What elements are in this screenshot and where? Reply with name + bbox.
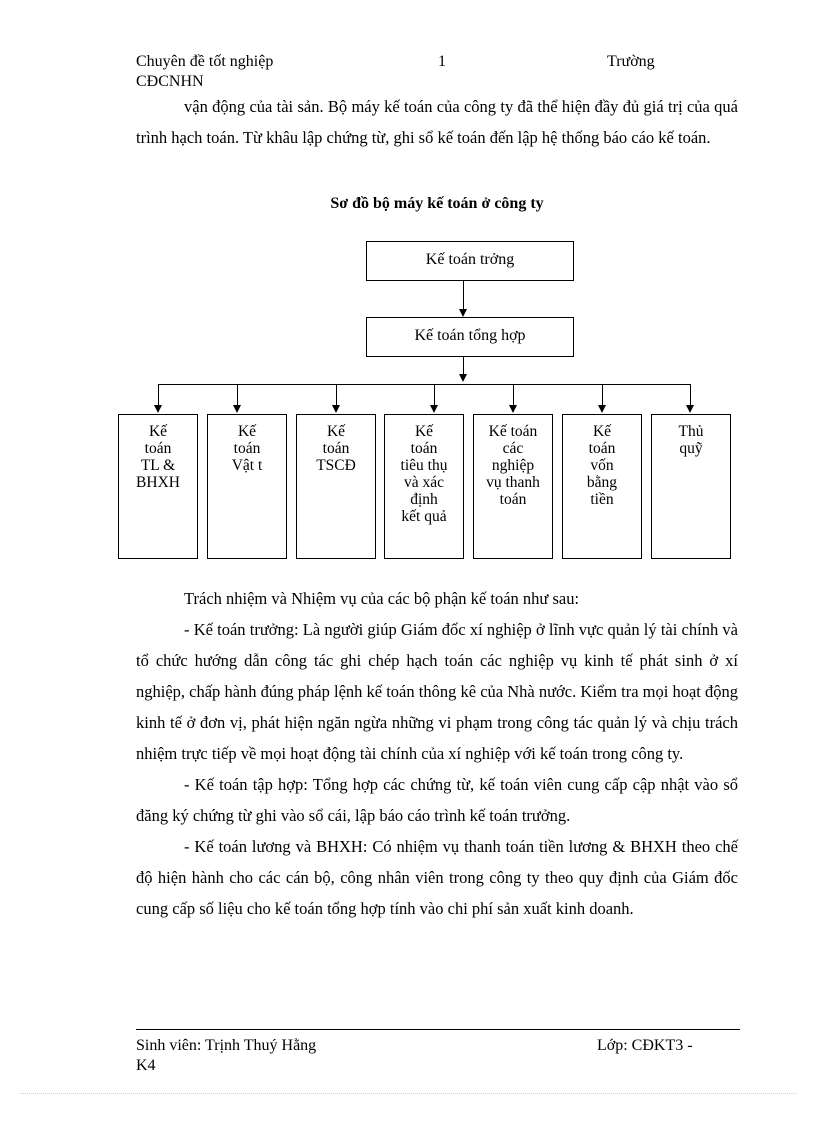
- body-paragraph: - Kế toán trưởng: Là người giúp Giám đốc xí nghiệp ở lĩnh vực quản lý tài chính và tổ chức hướng dẫn công tác ghi chép hạch toán các nghiệp vụ kinh tế phát sinh ở xí nghiệp, chấp hành đúng pháp lệnh kế toán thông kê của Nhà nước. Kiểm tra mọi hoạt động kinh tế ở đơn vị, phát hiện ngăn ngừa những vi phạm trong công tác quản lý và chịu trách nhiệm trực tiếp về mọi hoạt động tài chính của xí nghiệp với kế toán trong công ty.: [136, 620, 738, 763]
- dept-box-sales: Kế toán tiêu thụ và xác định kết quả: [384, 414, 464, 559]
- chief-accountant-box: Kế toán trởng: [366, 241, 574, 281]
- connector-line: [336, 384, 337, 407]
- header-right: Trường: [607, 53, 655, 70]
- footer-line2: K4: [136, 1057, 156, 1074]
- dept-box-fixed-assets: Kế toán TSCĐ: [296, 414, 376, 559]
- body-paragraph: - Kế toán lương và BHXH: Có nhiệm vụ thanh toán tiền lương & BHXH theo chế độ hiện hành cho các cán bộ, công nhân viên trong công ty theo quy định của Giám đốc cung cấp số liệu cho kế toán tổng hợp tính vào chi phí sản xuất kinh doanh.: [136, 837, 738, 918]
- page-number: 1: [438, 53, 446, 70]
- intro-text: vận động của tài sản. Bộ máy kế toán của công ty đã thể hiện đầy đủ giá trị của quá trình hạch toán. Từ khâu lập chứng từ, ghi sổ kế toán đến lập hệ thống báo cáo kế toán.: [136, 97, 738, 147]
- footer-rule: [136, 1029, 740, 1030]
- arrow-head: [430, 405, 438, 413]
- connector-line: [434, 384, 435, 407]
- header-line2: CĐCNHN: [136, 73, 204, 90]
- dept-box-payroll: Kế toán TL & BHXH: [118, 414, 198, 559]
- dept-box-treasurer: Thủ quỹ: [651, 414, 731, 559]
- footer-right: Lớp: CĐKT3 -: [597, 1037, 693, 1054]
- intro-paragraph: [136, 91, 738, 153]
- arrow-head: [686, 405, 694, 413]
- connector-line: [158, 384, 159, 407]
- arrow-head: [459, 309, 467, 317]
- dept-box-materials: Kế toán Vật t: [207, 414, 287, 559]
- body-section: [136, 583, 738, 924]
- page-edge-dots: [20, 1093, 796, 1094]
- arrow-head: [332, 405, 340, 413]
- arrow-head: [459, 374, 467, 382]
- connector-line: [513, 384, 514, 407]
- body-paragraph: - Kế toán tập hợp: Tổng hợp các chứng từ, kế toán viên cung cấp cập nhật vào sổ đăng ký chứng từ ghi vào sổ cái, lập báo cáo trình kế toán trưởng.: [136, 775, 738, 825]
- connector-line: [237, 384, 238, 407]
- body-paragraph: Trách nhiệm và Nhiệm vụ của các bộ phận kế toán như sau:: [184, 589, 580, 608]
- arrow-head: [154, 405, 162, 413]
- diagram-title: Sơ đồ bộ máy kế toán ở công ty: [330, 195, 544, 212]
- dept-box-cash: Kế toán vốn bằng tiền: [562, 414, 642, 559]
- header-left: Chuyên đề tốt nghiệp: [136, 53, 274, 70]
- connector-line: [690, 384, 691, 407]
- dept-box-payments: Kế toán các nghiệp vụ thanh toán: [473, 414, 553, 559]
- arrow-head: [233, 405, 241, 413]
- footer-left: Sinh viên: Trịnh Thuý Hằng: [136, 1037, 317, 1054]
- connector-line: [602, 384, 603, 407]
- arrow-head: [598, 405, 606, 413]
- connector-line: [463, 281, 464, 311]
- arrow-head: [509, 405, 517, 413]
- general-accountant-box: Kế toán tổng hợp: [366, 317, 574, 357]
